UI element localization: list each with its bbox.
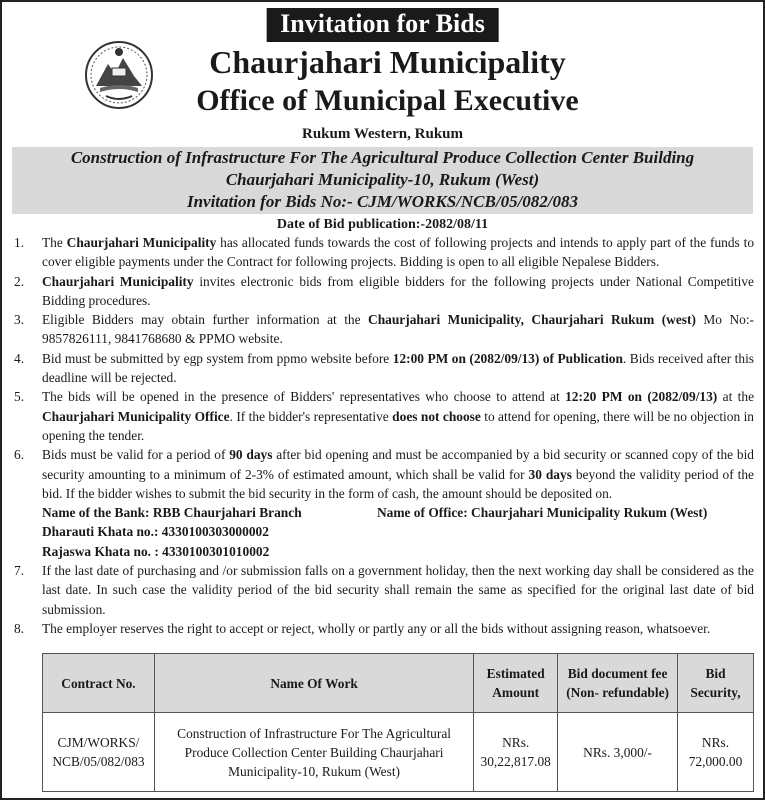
municipality-title: Chaurjahari Municipality xyxy=(209,44,566,80)
bid-number: Invitation for Bids No:- CJM/WORKS/NCB/05/082/083 xyxy=(186,192,579,211)
body-text: If the last date of purchasing and /or submission falls on a government holiday, then the next working day shall be considered as the last date. In such case the validity period of the bid security shall remain the same as specified for the original last date of bid submission. xyxy=(42,563,754,617)
body-text: Eligible Bidders may obtain further information at the xyxy=(42,312,369,328)
list-item-number: 6. xyxy=(14,447,25,463)
body-text: to attend for opening, there will be no objection in opening the tender. xyxy=(42,408,754,443)
column-header: Contract No. xyxy=(43,654,155,713)
list-item-number: 3. xyxy=(14,312,25,328)
body-text: invites electronic bids from eligible bidders for the following projects under National Competitive Bidding procedures. xyxy=(42,273,754,308)
body-text: after bid opening and must be accompanied by a bid security or scanned copy of the bid security amounting to a minimum of 2-3% of estimated amount, which shall be valid for xyxy=(42,447,754,482)
office-name: Name of Office: Chaurjahari Municipality Rukum (West) xyxy=(377,505,708,521)
list-item xyxy=(12,445,754,561)
list-item xyxy=(12,387,754,445)
bank-details xyxy=(42,503,754,522)
body-text: The bids will be opened in the presence of Bidders' representatives who choose to attend at xyxy=(42,389,566,405)
rajaswa-khata: Rajaswa Khata no. : 4330100301010002 xyxy=(42,543,270,559)
body-text: Bid must be submitted by egp system from ppmo website before xyxy=(42,350,393,366)
notice-banner: Invitation for Bids xyxy=(266,8,499,42)
list-item xyxy=(12,561,754,619)
body-text: . Bids received after this deadline will be rejected. xyxy=(42,350,755,386)
table-header-row xyxy=(43,654,754,713)
bid-table xyxy=(42,653,754,792)
body-text: beyond the validity period of the bid. If the bidder wishes to submit the bid security in the form of cash, the amount should be deposited on. xyxy=(42,466,755,501)
body-text: at the xyxy=(717,389,755,405)
table-row xyxy=(43,713,754,792)
body-text: Bids must be valid for a period of xyxy=(42,447,230,463)
list-item-number: 4. xyxy=(14,350,25,366)
publication-date: Date of Bid publication:-2082/08/11 xyxy=(276,217,489,232)
emphasis-text: Chaurjahari Municipality, Chaurjahari Rukum (west) xyxy=(368,312,696,328)
office-title: Office of Municipal Executive xyxy=(196,84,579,117)
list-item xyxy=(12,272,754,311)
body-text: The employer reserves the right to accept or reject, wholly or partly any or all the bids without assigning reason, whatsoever. xyxy=(42,620,711,636)
list-item xyxy=(12,619,754,638)
bank-name: Name of the Bank: RBB Chaurjahari Branch xyxy=(42,505,302,521)
table-cell: NRs. 72,000.00 xyxy=(678,713,754,792)
column-header: Estimated Amount xyxy=(474,654,558,713)
emphasis-text: 12:00 PM on (2082/09/13) of Publication xyxy=(392,350,623,366)
subject-block xyxy=(12,147,753,214)
dharauti-khata: Dharauti Khata no.: 4330100303000002 xyxy=(42,524,269,540)
body-text: The xyxy=(42,235,67,250)
list-item xyxy=(12,233,754,272)
table-cell: NRs. 3,000/- xyxy=(558,713,678,792)
emphasis-text: Chaurjahari Municipality xyxy=(42,273,194,289)
list-item-number: 7. xyxy=(14,563,25,579)
list-item-number: 8. xyxy=(14,620,25,636)
body-text: . If the bidder's representative xyxy=(229,408,393,424)
table-cell: Construction of Infrastructure For The Agricultural Produce Collection Center Building Chaurjahari Municipality-10, Rukum (West) xyxy=(154,713,473,792)
emphasis-text: Chaurjahari Municipality xyxy=(66,235,217,250)
terms-list xyxy=(12,233,754,638)
column-header: Bid Security, xyxy=(678,654,754,713)
emphasis-text: 30 days xyxy=(528,466,572,482)
subject-location: Chaurjahari Municipality-10, Rukum (West) xyxy=(225,170,540,189)
location: Rukum Western, Rukum xyxy=(301,126,463,142)
emphasis-text: 90 days xyxy=(229,447,273,463)
table-cell: NRs. 30,22,817.08 xyxy=(474,713,558,792)
list-item xyxy=(12,349,754,388)
table-cell: CJM/WORKS/ NCB/05/082/083 xyxy=(43,713,155,792)
body-text: Mo No:- 9857826111, 9841768680 & PPMO website. xyxy=(42,312,755,347)
emphasis-text: 12:20 PM on (2082/09/13) xyxy=(565,389,718,405)
emphasis-text: does not choose xyxy=(392,408,481,424)
list-item-number: 1. xyxy=(14,235,25,250)
column-header: Bid document fee (Non- refundable) xyxy=(558,654,678,713)
body-text: has allocated funds towards the cost of following projects and intends to apply part of the funds to cover eligible payments under the Contract for following projects. Bidding is open to all eligible Nepalese Bidders. xyxy=(42,235,755,270)
emphasis-text: Chaurjahari Municipality Office xyxy=(42,408,230,424)
list-item-number: 2. xyxy=(14,273,25,289)
column-header: Name Of Work xyxy=(154,654,473,713)
list-item xyxy=(12,310,754,349)
list-item-number: 5. xyxy=(14,389,25,405)
subject-line: Construction of Infrastructure For The Agricultural Produce Collection Center Building xyxy=(70,148,695,167)
